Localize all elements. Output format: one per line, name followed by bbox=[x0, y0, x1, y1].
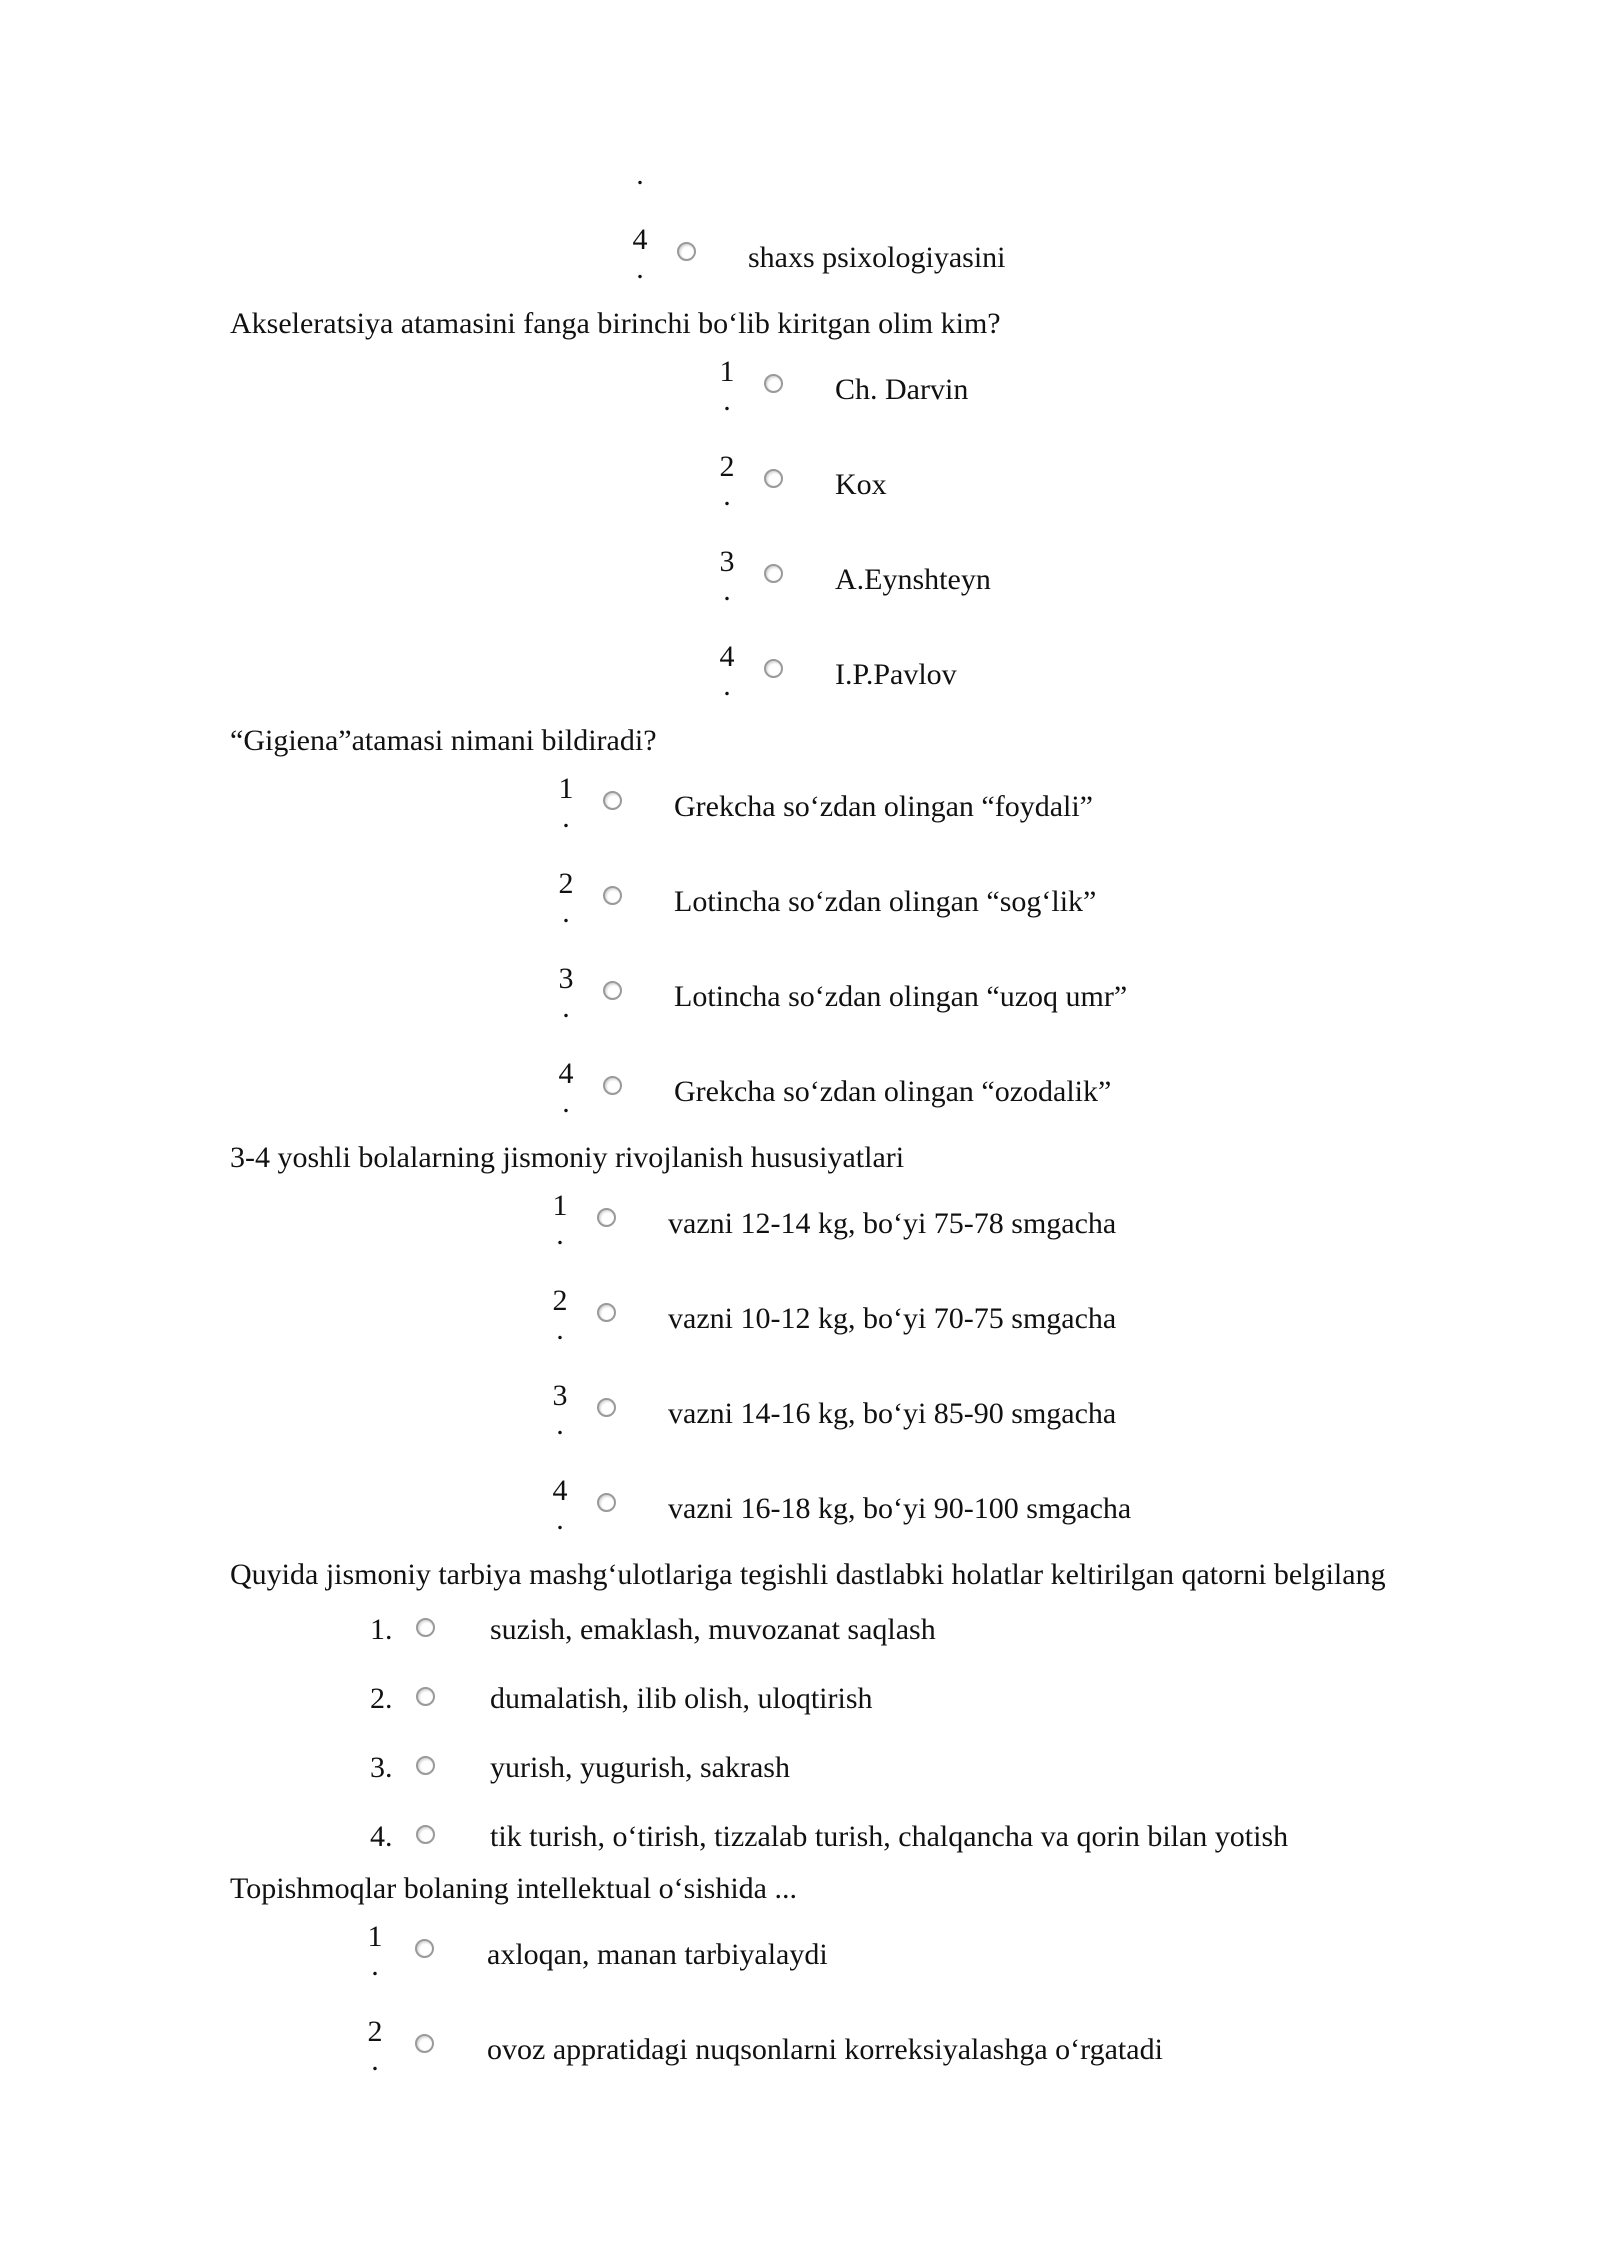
option-number: 4. bbox=[370, 1820, 393, 1853]
option-number: 3. bbox=[370, 1751, 393, 1784]
option-dot: . bbox=[371, 1949, 379, 1982]
option-4[interactable] bbox=[370, 1819, 1470, 1859]
radio-button-icon[interactable] bbox=[603, 886, 622, 905]
option-dot: . bbox=[556, 1408, 564, 1441]
option-text: vazni 12-14 kg, bo‘yi 75-78 smgacha bbox=[668, 1207, 1117, 1240]
question-text: Topishmoqlar bolaning intellektual o‘sishida ... bbox=[230, 1872, 797, 1905]
radio-button-icon[interactable] bbox=[764, 564, 783, 583]
radio-button-icon[interactable] bbox=[603, 791, 622, 810]
option-dot: . bbox=[723, 479, 731, 512]
radio-button-icon[interactable] bbox=[603, 1076, 622, 1095]
option-text: axloqan, manan tarbiyalaydi bbox=[487, 1938, 828, 1971]
radio-button-icon[interactable] bbox=[603, 981, 622, 1000]
option-text: Lotincha so‘zdan olingan “sog‘lik” bbox=[674, 885, 1097, 918]
option-text: Kox bbox=[835, 468, 887, 501]
fragment-dot: . bbox=[636, 158, 644, 191]
option-dot: . bbox=[562, 896, 570, 929]
option-text: Ch. Darvin bbox=[835, 373, 969, 406]
question-text: Quyida jismoniy tarbiya mashg‘ulotlariga tegishli dastlabki holatlar keltirilgan qatorni belgilang bbox=[230, 1558, 1386, 1591]
option-number: 1 bbox=[558, 772, 574, 805]
option-number: 3 bbox=[719, 545, 735, 578]
option-number: 1 bbox=[719, 355, 735, 388]
option-number: 2 bbox=[558, 867, 574, 900]
radio-button-icon[interactable] bbox=[416, 1756, 435, 1775]
option-dot: . bbox=[723, 669, 731, 702]
option-number: 2. bbox=[370, 1682, 393, 1715]
radio-button-icon[interactable] bbox=[677, 242, 696, 261]
option-dot: . bbox=[562, 991, 570, 1024]
option-number: 4 bbox=[552, 1474, 568, 1507]
radio-button-icon[interactable] bbox=[415, 2034, 434, 2053]
question-text: “Gigiena”atamasi nimani bildiradi? bbox=[230, 724, 657, 757]
radio-button-icon[interactable] bbox=[416, 1825, 435, 1844]
option-number: 4 bbox=[632, 223, 648, 256]
option-dot: . bbox=[562, 1086, 570, 1119]
question-text: Akseleratsiya atamasini fanga birinchi bo‘lib kiritgan olim kim? bbox=[230, 307, 1001, 340]
option-number: 2 bbox=[367, 2015, 383, 2048]
radio-button-icon[interactable] bbox=[415, 1939, 434, 1958]
option-text: ovoz appratidagi nuqsonlarni korreksiyalashga o‘rgatadi bbox=[487, 2033, 1163, 2066]
option-number: 4 bbox=[558, 1057, 574, 1090]
option-number: 2 bbox=[719, 450, 735, 483]
option-dot: . bbox=[556, 1313, 564, 1346]
radio-button-icon[interactable] bbox=[764, 659, 783, 678]
radio-button-icon[interactable] bbox=[416, 1618, 435, 1637]
option-text: tik turish, o‘tirish, tizzalab turish, chalqancha va qorin bilan yotish bbox=[490, 1820, 1289, 1853]
radio-button-icon[interactable] bbox=[597, 1208, 616, 1227]
radio-button-icon[interactable] bbox=[416, 1687, 435, 1706]
option-1[interactable] bbox=[370, 1612, 1370, 1652]
option-dot: . bbox=[723, 384, 731, 417]
option-text: Grekcha so‘zdan olingan “foydali” bbox=[674, 790, 1093, 823]
option-number: 2 bbox=[552, 1284, 568, 1317]
option-text: dumalatish, ilib olish, uloqtirish bbox=[490, 1682, 873, 1715]
option-dot: . bbox=[556, 1503, 564, 1536]
radio-button-icon[interactable] bbox=[597, 1398, 616, 1417]
option-number: 4 bbox=[719, 640, 735, 673]
option-text: I.P.Pavlov bbox=[835, 658, 957, 691]
option-dot: . bbox=[636, 252, 644, 285]
option-number: 1 bbox=[367, 1920, 383, 1953]
radio-button-icon[interactable] bbox=[597, 1303, 616, 1322]
option-text: yurish, yugurish, sakrash bbox=[490, 1751, 790, 1784]
option-3[interactable] bbox=[370, 1750, 1370, 1790]
radio-button-icon[interactable] bbox=[764, 469, 783, 488]
option-text: Grekcha so‘zdan olingan “ozodalik” bbox=[674, 1075, 1112, 1108]
radio-button-icon[interactable] bbox=[764, 374, 783, 393]
option-dot: . bbox=[371, 2044, 379, 2077]
option-2[interactable] bbox=[370, 1681, 1370, 1721]
question-text: 3-4 yoshli bolalarning jismoniy rivojlanish hususiyatlari bbox=[230, 1141, 905, 1174]
option-text: shaxs psixologiyasini bbox=[748, 241, 1006, 274]
option-dot: . bbox=[556, 1218, 564, 1251]
option-number: 1. bbox=[370, 1613, 393, 1646]
option-dot: . bbox=[562, 801, 570, 834]
option-text: Lotincha so‘zdan olingan “uzoq umr” bbox=[674, 980, 1128, 1013]
option-text: vazni 16-18 kg, bo‘yi 90-100 smgacha bbox=[668, 1492, 1132, 1525]
option-number: 3 bbox=[558, 962, 574, 995]
radio-button-icon[interactable] bbox=[597, 1493, 616, 1512]
option-text: A.Eynshteyn bbox=[835, 563, 991, 596]
option-number: 3 bbox=[552, 1379, 568, 1412]
option-number: 1 bbox=[552, 1189, 568, 1222]
option-text: suzish, emaklash, muvozanat saqlash bbox=[490, 1613, 936, 1646]
option-dot: . bbox=[723, 574, 731, 607]
option-text: vazni 10-12 kg, bo‘yi 70-75 smgacha bbox=[668, 1302, 1117, 1335]
option-text: vazni 14-16 kg, bo‘yi 85-90 smgacha bbox=[668, 1397, 1117, 1430]
